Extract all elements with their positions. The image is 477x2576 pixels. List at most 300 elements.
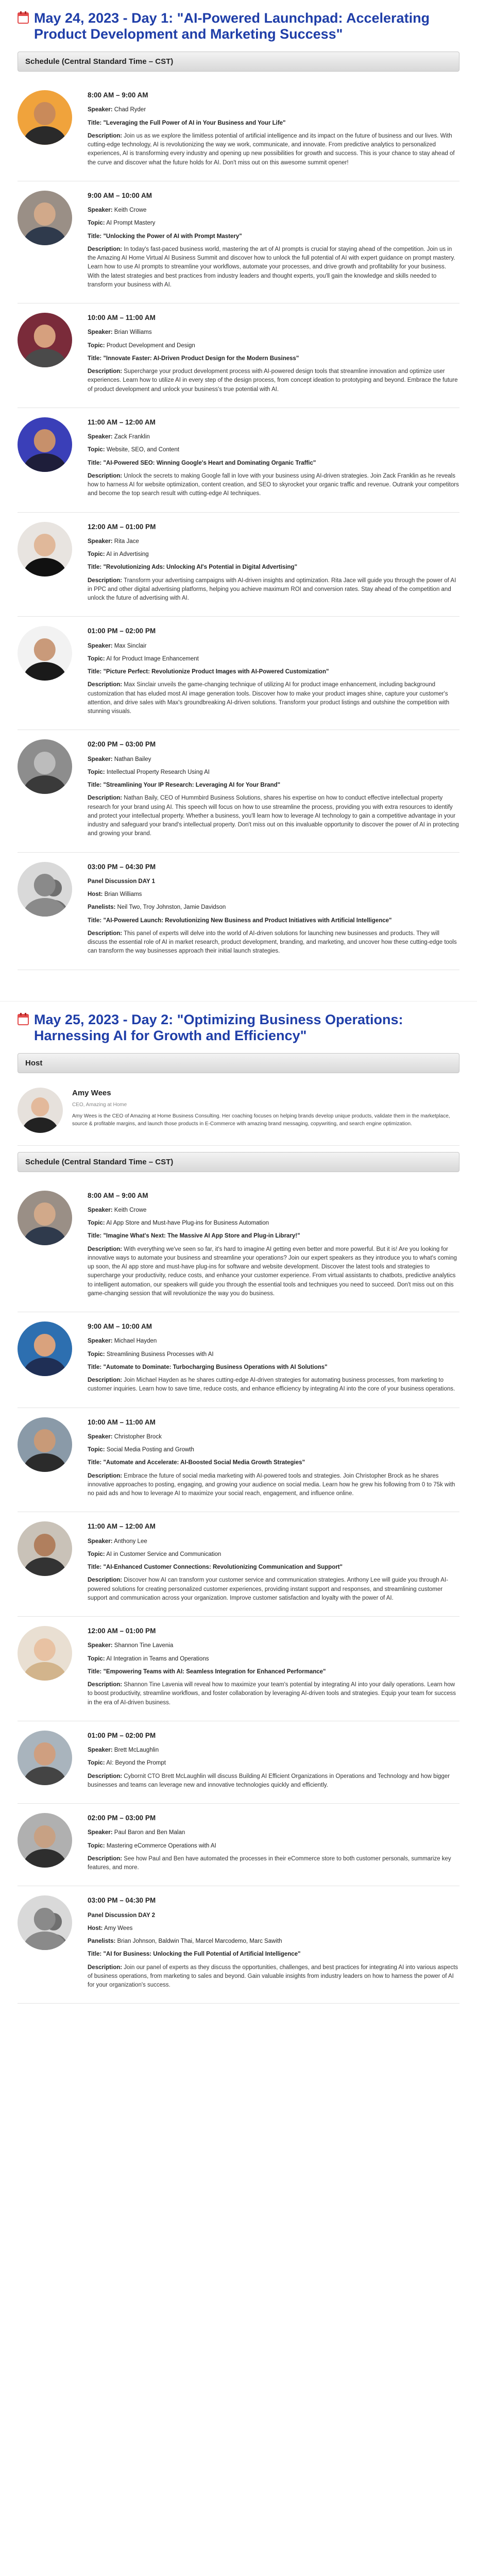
session-title-value: "Unlocking the Power of AI with Prompt Mastery" [103,233,242,240]
session-description [88,1245,459,1299]
avatar-shoulders [24,662,66,681]
session-title-value: "Leveraging the Full Power of AI in Your Business and Your Life" [103,120,286,126]
session-time: 12:00 AM – 01:00 PM [88,1627,156,1635]
session-topic [88,446,459,454]
session-topic-label: Topic: [88,1447,105,1453]
session-speaker [88,1537,459,1546]
session-time: 9:00 AM – 10:00 AM [88,191,152,199]
session-title-value: "Imagine What's Next: The Massive AI App Store and Plug-in Library!" [103,1233,300,1240]
session-topic-label: Topic: [88,769,105,775]
avatar-shoulders [24,558,66,577]
avatar-head [34,1638,56,1662]
session-title [88,781,459,790]
session-topic [88,342,459,350]
session-description-value: Discover how AI can transform your customer service and communication strategies. Anthony Lee will guide you through AI-powered solutions for creating personalized customer experiences, providing instant support and responses, and streamlining customer support and communication across your organization. Improve customer satisfaction and loyalty with the power of AI. [88,1577,448,1601]
session-description [88,472,459,499]
session-topic-value: AI in Advertising [106,551,149,558]
avatar-head [34,202,56,226]
avatar-shoulders [24,1767,66,1785]
session-speaker-label: Speaker: [88,538,113,545]
session-speaker-label: Speaker: [88,1207,113,1213]
session-description [88,367,459,394]
session-speaker-label: Speaker: [88,1338,113,1345]
panel-host [88,890,459,899]
calendar-icon [18,12,29,24]
session-time: 12:00 AM – 01:00 PM [88,522,156,531]
session-info [88,626,459,720]
session-speaker [88,1746,459,1755]
session-speaker [88,1337,459,1346]
session-speaker-value: Brian Williams [114,329,152,336]
avatar-head [34,1334,56,1357]
session-info [88,191,459,294]
session-description-label: Description: [88,132,123,139]
session-topic-value: AI: Beyond the Prompt [106,1760,166,1767]
session-row [18,1721,459,1804]
avatar-shoulders [24,1358,66,1376]
host-name: Amy Wees [72,1088,111,1097]
panel-host-value: Brian Williams [104,891,142,898]
host-bar: Host [18,1053,459,1073]
session-description-label: Description: [88,682,123,688]
session-description-label: Description: [88,1577,123,1584]
session-row [18,1617,459,1721]
avatar-shoulders [24,1227,66,1245]
session-speaker-value: Max Sinclair [114,642,147,649]
session-row [18,617,459,730]
session-title [88,1363,459,1372]
session-description-label: Description: [88,246,123,252]
session-title-value: "Empowering Teams with AI: Seamless Integration for Enhanced Performance" [103,1668,326,1675]
session-speaker-label: Speaker: [88,1538,113,1545]
session-description-label: Description: [88,472,123,479]
avatar-head [34,1202,56,1226]
avatar-shoulders [24,1849,66,1868]
session-description-value: Unlock the secrets to making Google fall in love with your business using AI-driven strategies. Join Zack Franklin as he reveals how to harness AI for website optimization, content creation, and SEO to skyrocket your organic traffic and revenue. Outrank your competitors and become the top search result with cutting-edge AI techniques. [88,472,459,497]
host-description: Amy Wees is the CEO of Amazing at Home Business Consulting. Her coaching focuses on helping brands develop unique products, validate them in the marketplace, source & profitable margins, and launch those products in E-Commerce with amazing brand messaging, copywriting, and search engine optimization. [72,1113,450,1127]
day1-schedule-bar: Schedule (Central Standard Time – CST) [18,52,459,72]
session-topic [88,1550,459,1559]
session-time: 10:00 AM – 11:00 AM [88,314,156,322]
session-speaker-label: Speaker: [88,207,113,214]
session-speaker [88,328,459,337]
session-description-value: Join our panel of experts as they discuss the opportunities, challenges, and best practices for integrating AI into various aspects of business operations, from marketing to sales and beyond. Gain valuable insights from industry leaders on how to harness the power of AI for your organization's success. [88,1964,458,1989]
session-speaker-label: Speaker: [88,1829,113,1836]
session-speaker [88,1433,459,1442]
session-title-label: Title: [88,1951,102,1958]
panelists-value: Brian Johnson, Baldwin Thai, Marcel Marcodemo, Marc Sawith [117,1938,282,1945]
session-description [88,1376,459,1394]
session-description [88,681,459,716]
panel-host-label: Host: [88,891,103,898]
session-description-value: Supercharge your product development process with AI-powered design tools that streamline innovation and optimize user experiences. Learn how to utilize AI in every step of the design process, from concept ideation to prototyping and beyond. Embrace the future of product development and unlock your business's true potential with AI. [88,368,458,393]
session-description-label: Description: [88,930,123,937]
session-title [88,917,459,925]
session-speaker-value: Keith Crowe [114,1207,147,1213]
session-description [88,245,459,290]
session-topic-value: AI Prompt Mastery [106,220,156,227]
session-time: 9:00 AM – 10:00 AM [88,1323,152,1331]
avatar-shoulders [24,775,66,794]
day2-session-list [18,1181,459,2004]
session-speaker [88,1828,459,1837]
session-description-value: Shannon Tine Lavenia will reveal how to maximize your team's potential by integrating AI into your daily operations. Learn how to boost productivity, streamline workflows, and foster collaboration by leveraging AI-driven tools and strategies. Equip your team for success in the era of AI-driven business. [88,1682,456,1706]
session-description-value: Cybornit CTO Brett McLaughlin will discuss Building AI Efficient Organizations in Operations and Technology and how bigger businesses and teams can leverage new and innovative technologies quickly and efficiently. [88,1773,450,1788]
session-row [18,408,459,513]
day2-schedule-bar: Schedule (Central Standard Time – CST) [18,1152,459,1172]
day1-header [18,10,459,42]
session-topic-value: Website, SEO, and Content [106,447,179,453]
session-title [88,1459,459,1467]
speaker-avatar [18,1417,72,1472]
session-topic-label: Topic: [88,655,105,662]
session-info [88,862,459,960]
session-time: 02:00 PM – 03:00 PM [88,740,156,749]
panel-host-value: Amy Wees [104,1925,133,1931]
avatar-shoulders [24,453,66,472]
session-row [18,1804,459,1886]
session-speaker-label: Speaker: [88,1747,113,1754]
session-title-label: Title: [88,917,102,924]
avatar-head [34,1742,56,1766]
session-topic-label: Topic: [88,1220,105,1227]
session-description [88,132,459,167]
session-title [88,119,459,128]
speaker-avatar [18,1521,72,1576]
session-info [88,522,459,607]
session-speaker-value: Michael Hayden [114,1338,157,1345]
session-row [18,303,459,408]
host-card [18,1082,459,1146]
session-title-value: "Picture Perfect: Revolutionize Product Images with AI-Powered Customization" [103,669,329,675]
session-description-value: Join Michael Hayden as he shares cutting-edge AI-driven strategies for automating business processes, from marketing to customer inquiries. Learn how to save time, reduce costs, and enhance efficiency by integrating AI into the core of your business operations. [88,1377,455,1393]
session-row [18,1181,459,1313]
session-time: 02:00 PM – 03:00 PM [88,1814,156,1822]
session-topic-label: Topic: [88,1551,105,1557]
session-title [88,668,459,676]
session-description-label: Description: [88,1472,123,1479]
session-topic-value: Mastering eCommerce Operations with AI [106,1842,216,1849]
session-info [88,1191,459,1303]
day2-title: May 25, 2023 - Day 2: "Optimizing Business Operations: Harnessing AI for Growth and Efficiency" [34,1011,403,1043]
session-description-value: Nathan Baily, CEO of Hummbird Business Solutions, shares his expertise on how to conduct effective intellectual property research for your brand using AI. This speech will focus on how to use streamline the process, providing you with extra resources to identify and protect your intellectual property. Whether a business, you'll learn how to leverage AI technology to gain a competitive advantage in your industry and safeguard your brand's intellectual property. Don't miss out on this invaluable opportunity to discover the power of AI in protecting and growing your brand. [88,795,459,837]
session-title [88,1563,459,1572]
session-row [18,81,459,181]
session-description [88,577,459,603]
panel-host-label: Host: [88,1925,103,1931]
session-time: 11:00 AM – 12:00 AM [88,418,156,426]
session-topic-value: AI Integration in Teams and Operations [106,1655,209,1662]
day1-section [0,0,477,991]
session-title [88,354,459,363]
session-title-value: "Automate and Accelerate: AI-Boosted Social Media Growth Strategies" [103,1460,305,1466]
session-title-value: "AI-Powered Launch: Revolutionizing New Business and Product Initiatives with Artificial Intelligence" [103,917,392,924]
session-speaker-value: Brett McLaughlin [114,1747,159,1754]
session-speaker [88,755,459,764]
session-topic-label: Topic: [88,447,105,453]
person-silhouette-icon [34,874,56,897]
session-description-value: Embrace the future of social media marketing with AI-powered tools and strategies. Join Christopher Brock as he shares innovative approaches to posting, engaging, and growing your audience on social media. Learn how he grew his following from 0 to 75k with no paid ads and how to leverage AI to maximize your social reach, engagement, and influence online. [88,1472,455,1497]
panel-heading: Panel Discussion DAY 2 [88,1912,156,1919]
session-row [18,181,459,303]
session-description-label: Description: [88,1377,123,1384]
session-title-label: Title: [88,460,102,466]
session-description [88,929,459,956]
speaker-avatar [18,1731,72,1785]
avatar-head [34,102,56,125]
session-speaker-label: Speaker: [88,756,113,762]
session-title [88,1668,459,1676]
avatar-head [34,429,56,452]
session-title-label: Title: [88,782,102,789]
session-topic [88,1219,459,1228]
session-speaker-value: Nathan Bailey [114,756,151,762]
session-speaker-label: Speaker: [88,1642,113,1649]
session-title-label: Title: [88,564,102,571]
session-title-label: Title: [88,1364,102,1370]
session-topic-value: AI in Customer Service and Communication [106,1551,222,1557]
session-info [88,1321,459,1398]
session-description-label: Description: [88,368,123,375]
day1-session-list [18,81,459,970]
speaker-avatar [18,191,72,245]
session-description-label: Description: [88,577,123,584]
session-description [88,1681,459,1707]
session-title-value: "Streamlining Your IP Research: Leveraging AI for Your Brand" [103,782,281,789]
session-info [88,1626,459,1711]
avatar-head [34,1825,56,1849]
avatar-head [34,534,56,557]
session-speaker [88,106,459,114]
session-speaker-value: Anthony Lee [114,1538,147,1545]
session-topic [88,1446,459,1454]
panelists-label: Panelists: [88,904,116,911]
panelists-value: Neil Two, Troy Johnston, Jamie Davidson [117,904,226,911]
avatar-head [34,752,56,775]
session-time: 01:00 PM – 02:00 PM [88,627,156,635]
host-role: CEO, Amazing at Home [72,1102,127,1108]
session-speaker-value: Chad Ryder [114,107,146,113]
avatar-head [31,1097,49,1116]
session-info [88,1417,459,1503]
session-description-value: Transform your advertising campaigns with AI-driven insights and optimization. Rita Jace will guide you through the power of AI in PPC and other digital advertising platforms, helping you achieve maximum ROI and conversion rates. Stay ahead of the competition and unlock the future of advertising with AI. [88,577,456,602]
session-title-label: Title: [88,355,102,362]
session-speaker-value: Keith Crowe [114,207,147,214]
session-title-value: "Automate to Dominate: Turbocharging Business Operations with AI Solutions" [103,1364,328,1370]
speaker-avatar [18,1191,72,1245]
session-title [88,563,459,572]
session-time: 8:00 AM – 9:00 AM [88,91,148,99]
session-topic [88,768,459,777]
session-speaker-label: Speaker: [88,107,113,113]
session-description-label: Description: [88,1773,123,1780]
session-topic-label: Topic: [88,1842,105,1849]
session-title-label: Title: [88,120,102,126]
session-title-label: Title: [88,233,102,240]
avatar-shoulders [24,1453,66,1472]
avatar-head [34,325,56,348]
avatar-shoulders [24,1557,66,1576]
session-info [88,313,459,398]
session-description-value: With everything we've seen so far, it's hard to imagine AI getting even better and more powerful. But it is! Are you looking for innovative ways to automate your business and streamline your operations? Join our expert speakers as they introduce you to what's coming up soon, the AI app store and must-have plug-ins for software and website development. Discover the latest tools and strategies to supercharge your productivity, reduce costs, and enhance your customer experience. From virtual assistants to chatbots, predictive analytics to intelligent automation, our speakers will guide you through the essential tools and techniques you need to succeed. Don't miss out on this game-changing session that will revolutionize the way you do business. [88,1246,457,1297]
session-topic-label: Topic: [88,551,105,558]
session-info [88,1895,459,1994]
session-speaker-value: Zack Franklin [114,434,150,440]
session-description-value: This panel of experts will delve into the world of AI-driven solutions for launching new businesses and products. They will discuss the essential role of AI in market research, product development, branding, and marketing, and uncover how these cutting-edge tools can transform the way businesses approach their initial launch strategies. [88,930,457,955]
session-topic-value: Social Media Posting and Growth [106,1447,194,1453]
day2-header [18,1012,459,1044]
session-topic-value: Streamlining Business Processes with AI [106,1351,214,1358]
panelists [88,903,459,912]
panel-group-icon [18,862,72,917]
session-speaker-label: Speaker: [88,434,113,440]
session-speaker [88,206,459,215]
session-description-label: Description: [88,1246,123,1252]
day1-title: May 24, 2023 - Day 1: "AI-Powered Launchpad: Accelerating Product Development and Marketing Success" [34,10,430,42]
session-topic [88,1842,459,1851]
session-speaker-label: Speaker: [88,642,113,649]
session-speaker-label: Speaker: [88,329,113,336]
session-title-value: "AI-Powered SEO: Winning Google's Heart and Dominating Organic Traffic" [103,460,316,466]
avatar-head [34,1429,56,1452]
host-info [72,1088,459,1133]
session-row [18,1312,459,1408]
avatar-head [34,1534,56,1557]
session-title-label: Title: [88,669,102,675]
session-topic [88,219,459,228]
session-time: 11:00 AM – 12:00 AM [88,1522,156,1531]
session-speaker [88,1206,459,1215]
session-topic-label: Topic: [88,1351,105,1358]
session-speaker-value: Rita Jace [114,538,139,545]
session-row [18,1512,459,1617]
avatar-shoulders [24,227,66,245]
session-title [88,1232,459,1241]
speaker-avatar [18,1626,72,1681]
avatar-shoulders [24,1662,66,1681]
speaker-avatar [18,739,72,794]
session-title-label: Title: [88,1233,102,1240]
session-info [88,739,459,842]
speaker-avatar [18,1321,72,1376]
session-speaker-value: Shannon Tine Lavenia [114,1642,174,1649]
session-description [88,794,459,838]
session-row [18,513,459,617]
session-info [88,417,459,503]
session-row [18,730,459,852]
session-description [88,1963,459,1990]
speaker-avatar [18,522,72,577]
session-topic-label: Topic: [88,220,105,227]
session-description [88,1772,459,1790]
panel-host [88,1924,459,1933]
session-info [88,1731,459,1794]
speaker-avatar [18,90,72,145]
avatar-shoulders [23,1117,58,1133]
session-title-label: Title: [88,1668,102,1675]
panelists [88,1937,459,1946]
session-speaker-value: Christopher Brock [114,1433,162,1440]
avatar-head [34,638,56,662]
session-topic-label: Topic: [88,342,105,349]
session-info [88,90,459,172]
session-title-value: "Revolutionizing Ads: Unlocking AI's Potential in Digital Advertising" [103,564,298,571]
session-topic [88,655,459,664]
session-time: 03:00 PM – 04:30 PM [88,862,156,871]
session-speaker [88,433,459,442]
speaker-avatar [18,1813,72,1868]
person-silhouette-icon [34,1908,56,1931]
session-row [18,1408,459,1513]
session-description-label: Description: [88,795,123,802]
session-topic [88,1655,459,1664]
session-title-value: "Innovate Faster: AI-Driven Product Design for the Modern Business" [103,355,299,362]
session-speaker-label: Speaker: [88,1433,113,1440]
session-description-value: Max Sinclair unveils the game-changing technique of utilizing AI for product image enhancement, including background customization that has eluded most AI image generation tools. Discover how to make your product images shine, capture your customer's attention, and drive sales with Max's groundbreaking AI-driven solutions. Transform your product listings and outshine the competition with stunning visuals. [88,682,450,715]
avatar-shoulders [24,349,66,367]
session-description-value: See how Paul and Ben have automated the processes in their eCommerce store to both customer personals, summarize key features, and more. [88,1855,451,1871]
session-description-label: Description: [88,1682,123,1688]
speaker-avatar [18,417,72,472]
session-info [88,1813,459,1876]
panel-heading: Panel Discussion DAY 1 [88,878,156,885]
session-title-value: "AI for Business: Unlocking the Full Potential of Artificial Intelligence" [103,1951,301,1958]
session-description-value: Join us as we explore the limitless potential of artificial intelligence and its impact on the future of business and our lives. With cutting-edge technology, AI is revolutionizing the way we work, communicate, and innovate. From predictive analytics to personalized experiences, AI is transforming every industry and opening up new possibilities for growth and success. This is your chance to stay ahead of the curve and discover what the future holds for AI. Don't miss out on this awesome summit opener! [88,132,455,166]
panel-group-icon [18,1895,72,1950]
panelists-label: Panelists: [88,1938,116,1945]
session-time: 10:00 AM – 11:00 AM [88,1418,156,1426]
session-time: 01:00 PM – 02:00 PM [88,1731,156,1739]
calendar-icon [18,1014,29,1025]
session-topic-value: Intellectual Property Research Using AI [106,769,210,775]
session-title [88,459,459,468]
session-topic [88,1759,459,1768]
session-row [18,853,459,970]
session-topic-value: Product Development and Design [106,342,195,349]
session-topic-label: Topic: [88,1655,105,1662]
session-description-label: Description: [88,1964,123,1971]
day2-section [0,1001,477,2025]
session-description [88,1855,459,1873]
session-title [88,232,459,241]
session-title-label: Title: [88,1564,102,1571]
session-time: 03:00 PM – 04:30 PM [88,1896,156,1905]
speaker-avatar [18,313,72,367]
session-title-value: "AI-Enhanced Customer Connections: Revolutionizing Communication and Support" [103,1564,343,1571]
session-time: 8:00 AM – 9:00 AM [88,1191,148,1199]
session-speaker-value: Paul Baron and Ben Malan [114,1829,185,1836]
session-topic [88,550,459,559]
session-speaker [88,1641,459,1650]
host-avatar [18,1088,63,1133]
session-description [88,1472,459,1499]
session-speaker [88,537,459,546]
session-title [88,1950,459,1959]
session-info [88,1521,459,1607]
session-topic [88,1350,459,1359]
session-title-label: Title: [88,1460,102,1466]
session-topic-value: AI for Product Image Enhancement [106,655,199,662]
speaker-avatar [18,626,72,681]
session-row [18,1886,459,2004]
session-topic-label: Topic: [88,1760,105,1767]
session-topic-value: AI App Store and Must-have Plug-ins for Business Automation [106,1220,269,1227]
session-speaker [88,642,459,651]
session-description [88,1576,459,1603]
session-description-label: Description: [88,1855,123,1862]
session-description-value: In today's fast-paced business world, mastering the art of AI prompts is crucial for staying ahead of the competition. Join us in the Amazing AI Home Virtual AI Business Summit and discover how to unlock the full potential of AI with expert guidance on prompt mastery. Learn how to use AI prompts to streamline your workflows, automate your processes, and drive growth and profitability for your business. With the latest strategies and best practices from industry leaders and thought experts, you'll gain the knowledge and skills needed to transform your business with AI. [88,246,455,288]
avatar-shoulders [24,126,66,145]
